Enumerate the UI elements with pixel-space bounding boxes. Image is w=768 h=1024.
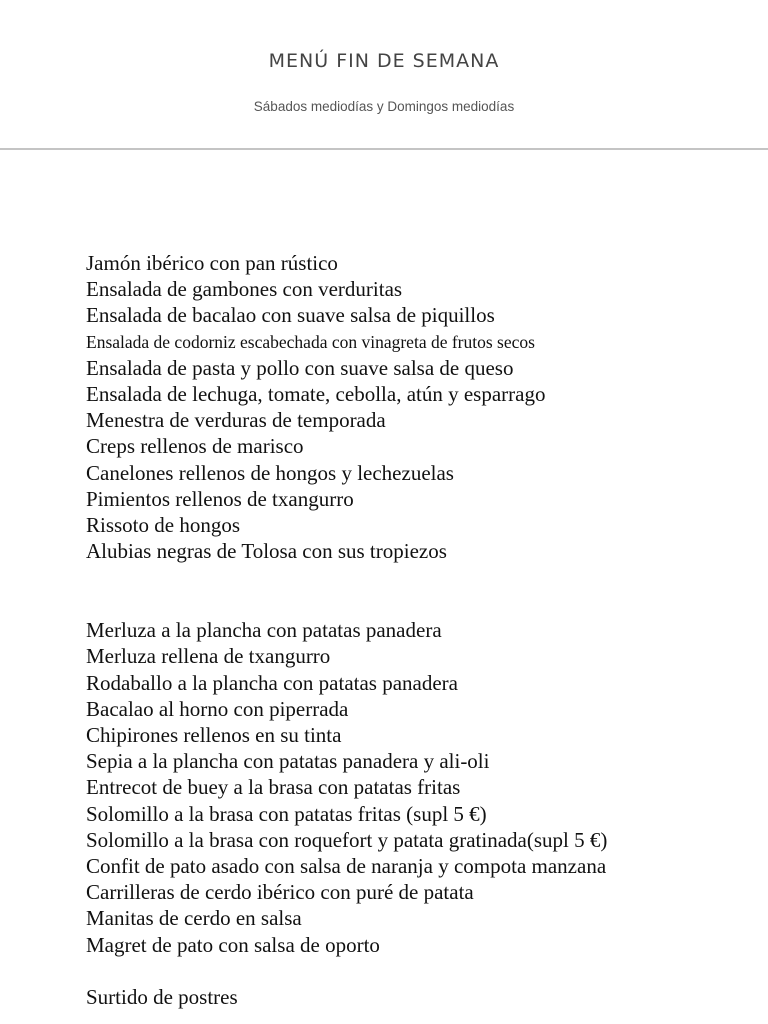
menu-item: Magret de pato con salsa de oporto	[86, 932, 380, 957]
menu-item: Manitas de cerdo en salsa	[86, 906, 302, 931]
menu-item: Solomillo a la brasa con patatas fritas (supl 5 €)	[86, 801, 487, 826]
menu-item: Bacalao al horno con piperrada	[86, 696, 349, 721]
menu-item: Canelones rellenos de hongos y lechezuelas	[86, 460, 454, 485]
menu-item: Ensalada de lechuga, tomate, cebolla, atún y esparrago	[86, 381, 546, 406]
menu-item: Merluza rellena de txangurro	[86, 644, 331, 669]
menu-item: Menestra de verduras de temporada	[86, 408, 386, 433]
menu-item: Merluza a la plancha con patatas panadera	[86, 618, 442, 643]
menu-header	[0, 0, 768, 148]
menu-item: Jamón ibérico con pan rústico	[86, 251, 338, 275]
menu-item: Surtido de postres	[86, 984, 238, 1009]
menu-item: Ensalada de codorniz escabechada con vinagreta de frutos secos	[86, 331, 535, 352]
desserts-section	[86, 984, 746, 1010]
menu-item: Ensalada de gambones con verduritas	[86, 277, 403, 302]
menu-item: Sepia a la plancha con patatas panadera y ali-oli	[86, 749, 490, 774]
page-subtitle: Sábados mediodías y Domingos mediodías	[253, 99, 515, 114]
menu-item: Carrilleras de cerdo ibérico con puré de patata	[86, 880, 474, 905]
mains-section	[86, 617, 746, 957]
menu-item: Ensalada de bacalao con suave salsa de piquillos	[86, 303, 495, 328]
section-spacer	[86, 564, 746, 617]
menu-item: Creps rellenos de marisco	[86, 434, 304, 459]
menu-item: Rissoto de hongos	[86, 512, 241, 537]
section-spacer	[86, 958, 746, 984]
menu-item: Alubias negras de Tolosa con sus tropiezos	[86, 539, 447, 564]
menu-item: Entrecot de buey a la brasa con patatas fritas	[86, 775, 461, 800]
menu-item: Solomillo a la brasa con roquefort y patata gratinada(supl 5 €)	[86, 827, 608, 852]
menu-item: Confit de pato asado con salsa de naranja y compota manzana	[86, 853, 607, 878]
menu-item: Ensalada de pasta y pollo con suave salsa de queso	[86, 355, 514, 380]
menu-list	[86, 250, 746, 1010]
menu-item: Chipirones rellenos en su tinta	[86, 723, 342, 747]
menu-item: Rodaballo a la plancha con patatas panadera	[86, 670, 458, 695]
starters-section	[86, 250, 746, 564]
menu-item: Pimientos rellenos de txangurro	[86, 486, 354, 511]
page-title: MENÚ FIN DE SEMANA	[268, 50, 500, 72]
header-divider	[0, 148, 768, 150]
